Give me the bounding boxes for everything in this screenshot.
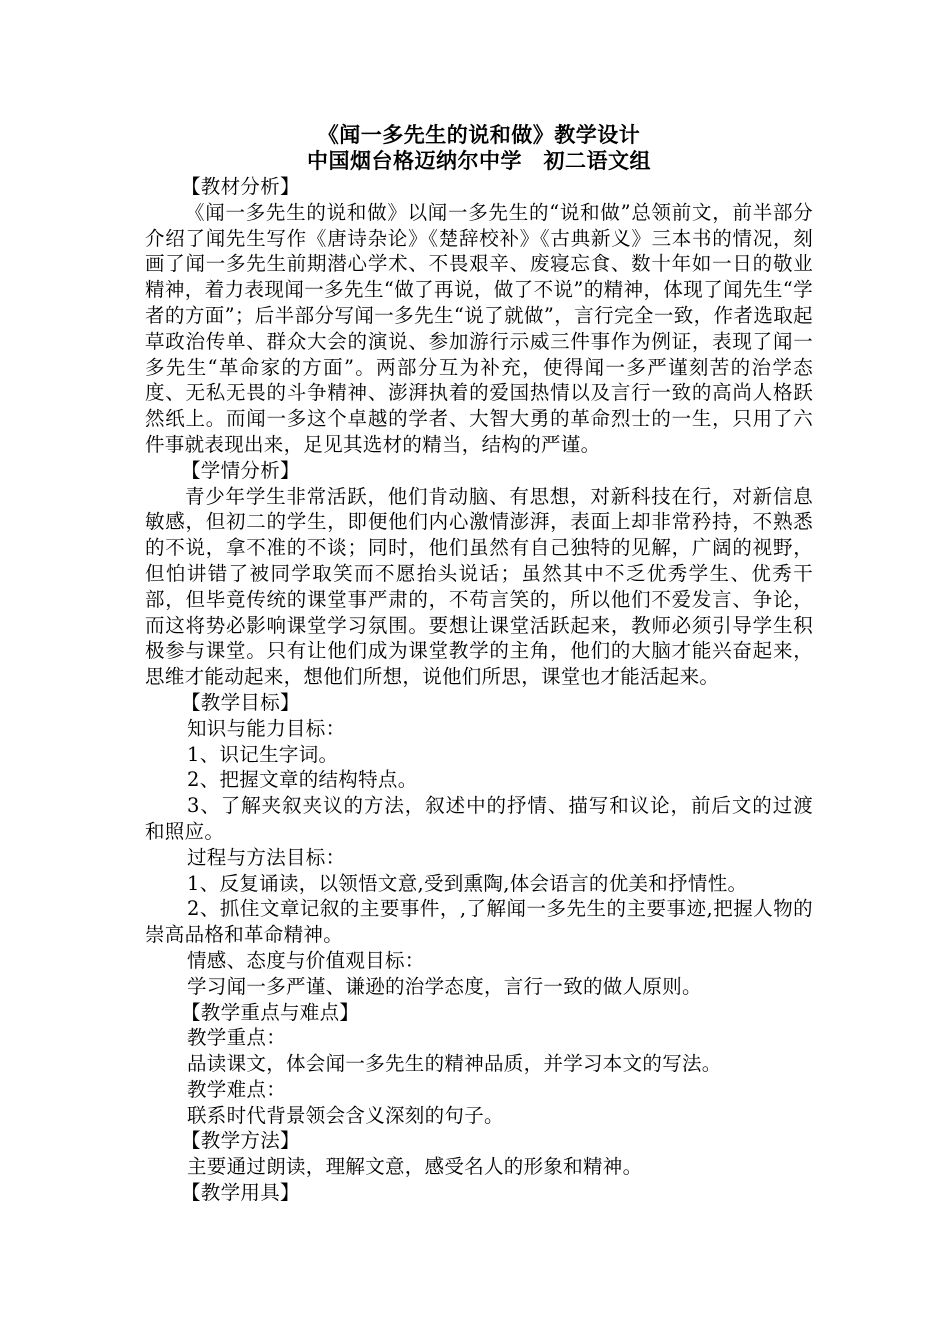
subheading-key-point: 教学重点：: [187, 1026, 287, 1050]
section-heading-teaching-methods: 【教学方法】: [181, 1129, 300, 1153]
subheading-knowledge-goals: 知识与能力目标：: [187, 716, 346, 740]
key-point-text: 品读课文，体会闻一多先生的精神品质，并学习本文的写法。: [187, 1052, 722, 1076]
document-title: 《闻一多先生的说和做》教学设计: [317, 122, 641, 147]
paragraph-student-analysis: 青少年学生非常活跃，他们肯动脑、有思想，对新科技在行，对新信息敏感，但初二的学生，即便他们内心激情澎湃，表面上却非常矜持，不熟悉的不说，拿不准的不谈；同时，他们虽然有自己独特的见解，广阔的视野，但怕讲错了被同学取笑而不愿抬头说话；虽然其中不乏优秀学生、优秀干部，但毕竟传统的课堂事严肃的，不苟言笑的，所以他们不爱发言、争论，而这将势必影响课堂学习氛围。要想让课堂活跃起来，教师必须引导学生积极参与课堂。只有让他们成为课堂教学的主角，他们的大脑才能兴奋起来，思维才能动起来，想他们所想，说他们所思，课堂也才能活起来。: [145, 484, 813, 689]
goal-item: 1、反复诵读，以领悟文意,受到熏陶,体会语言的优美和抒情性。: [187, 871, 748, 895]
goal-item: 1、识记生字词。: [187, 742, 339, 766]
section-heading-textbook-analysis: 【教材分析】: [181, 175, 300, 198]
section-heading-teaching-tools: 【教学用具】: [181, 1181, 300, 1205]
subheading-process-goals: 过程与方法目标：: [187, 845, 346, 869]
section-heading-teaching-goals: 【教学目标】: [181, 690, 300, 714]
goal-item: 学习闻一多严谨、谦逊的治学态度，言行一致的做人原则。: [187, 974, 702, 998]
paragraph-textbook-analysis: 《闻一多先生的说和做》以闻一多先生的“说和做”总领前文，前半部分介绍了闻先生写作《唐诗杂论》《楚辞校补》《古典新义》三本书的情况，刻画了闻一多先生前期潜心学术、不畏艰辛、废寝忘食、数十年如一日的敬业精神，着力表现闻一多先生“做了再说，做了不说”的精神，体现了闻先生“学者的方面”；后半部分写闻一多先生“说了就做”，言行完全一致，作者选取起草政治传单、群众大会的演说、参加游行示威三件事作为例证，表现了闻一多先生“革命家的方面”。两部分互为补充，使得闻一多严谨刻苦的治学态度、无私无畏的斗争精神、澎湃执着的爱国热情以及言行一致的高尚人格跃然纸上。而闻一多这个卓越的学者、大智大勇的革命烈士的一生，只用了六件事就表现出来，足见其选材的精当，结构的严谨。: [145, 200, 813, 456]
document-page: [145, 122, 813, 1206]
document-subtitle: 中国烟台格迈纳尔中学 初二语文组: [307, 148, 651, 173]
teaching-methods-text: 主要通过朗读，理解文意，感受名人的形象和精神。: [187, 1155, 643, 1179]
difficulty-text: 联系时代背景领会含义深刻的句子。: [187, 1103, 504, 1127]
goal-item: 2、把握文章的结构特点。: [187, 768, 418, 792]
section-heading-key-points: 【教学重点与难点】: [181, 1000, 360, 1024]
goal-item: 2、抓住文章记叙的主要事件，,了解闻一多先生的主要事迹,把握人物的崇高品格和革命精神。: [145, 897, 813, 947]
goal-item: 3、了解夹叙夹议的方法，叙述中的抒情、描写和议论，前后文的过渡和照应。: [145, 794, 813, 843]
subheading-difficulty: 教学难点：: [187, 1077, 287, 1101]
section-heading-student-analysis: 【学情分析】: [181, 458, 300, 482]
subheading-emotion-goals: 情感、态度与价值观目标：: [187, 948, 425, 972]
